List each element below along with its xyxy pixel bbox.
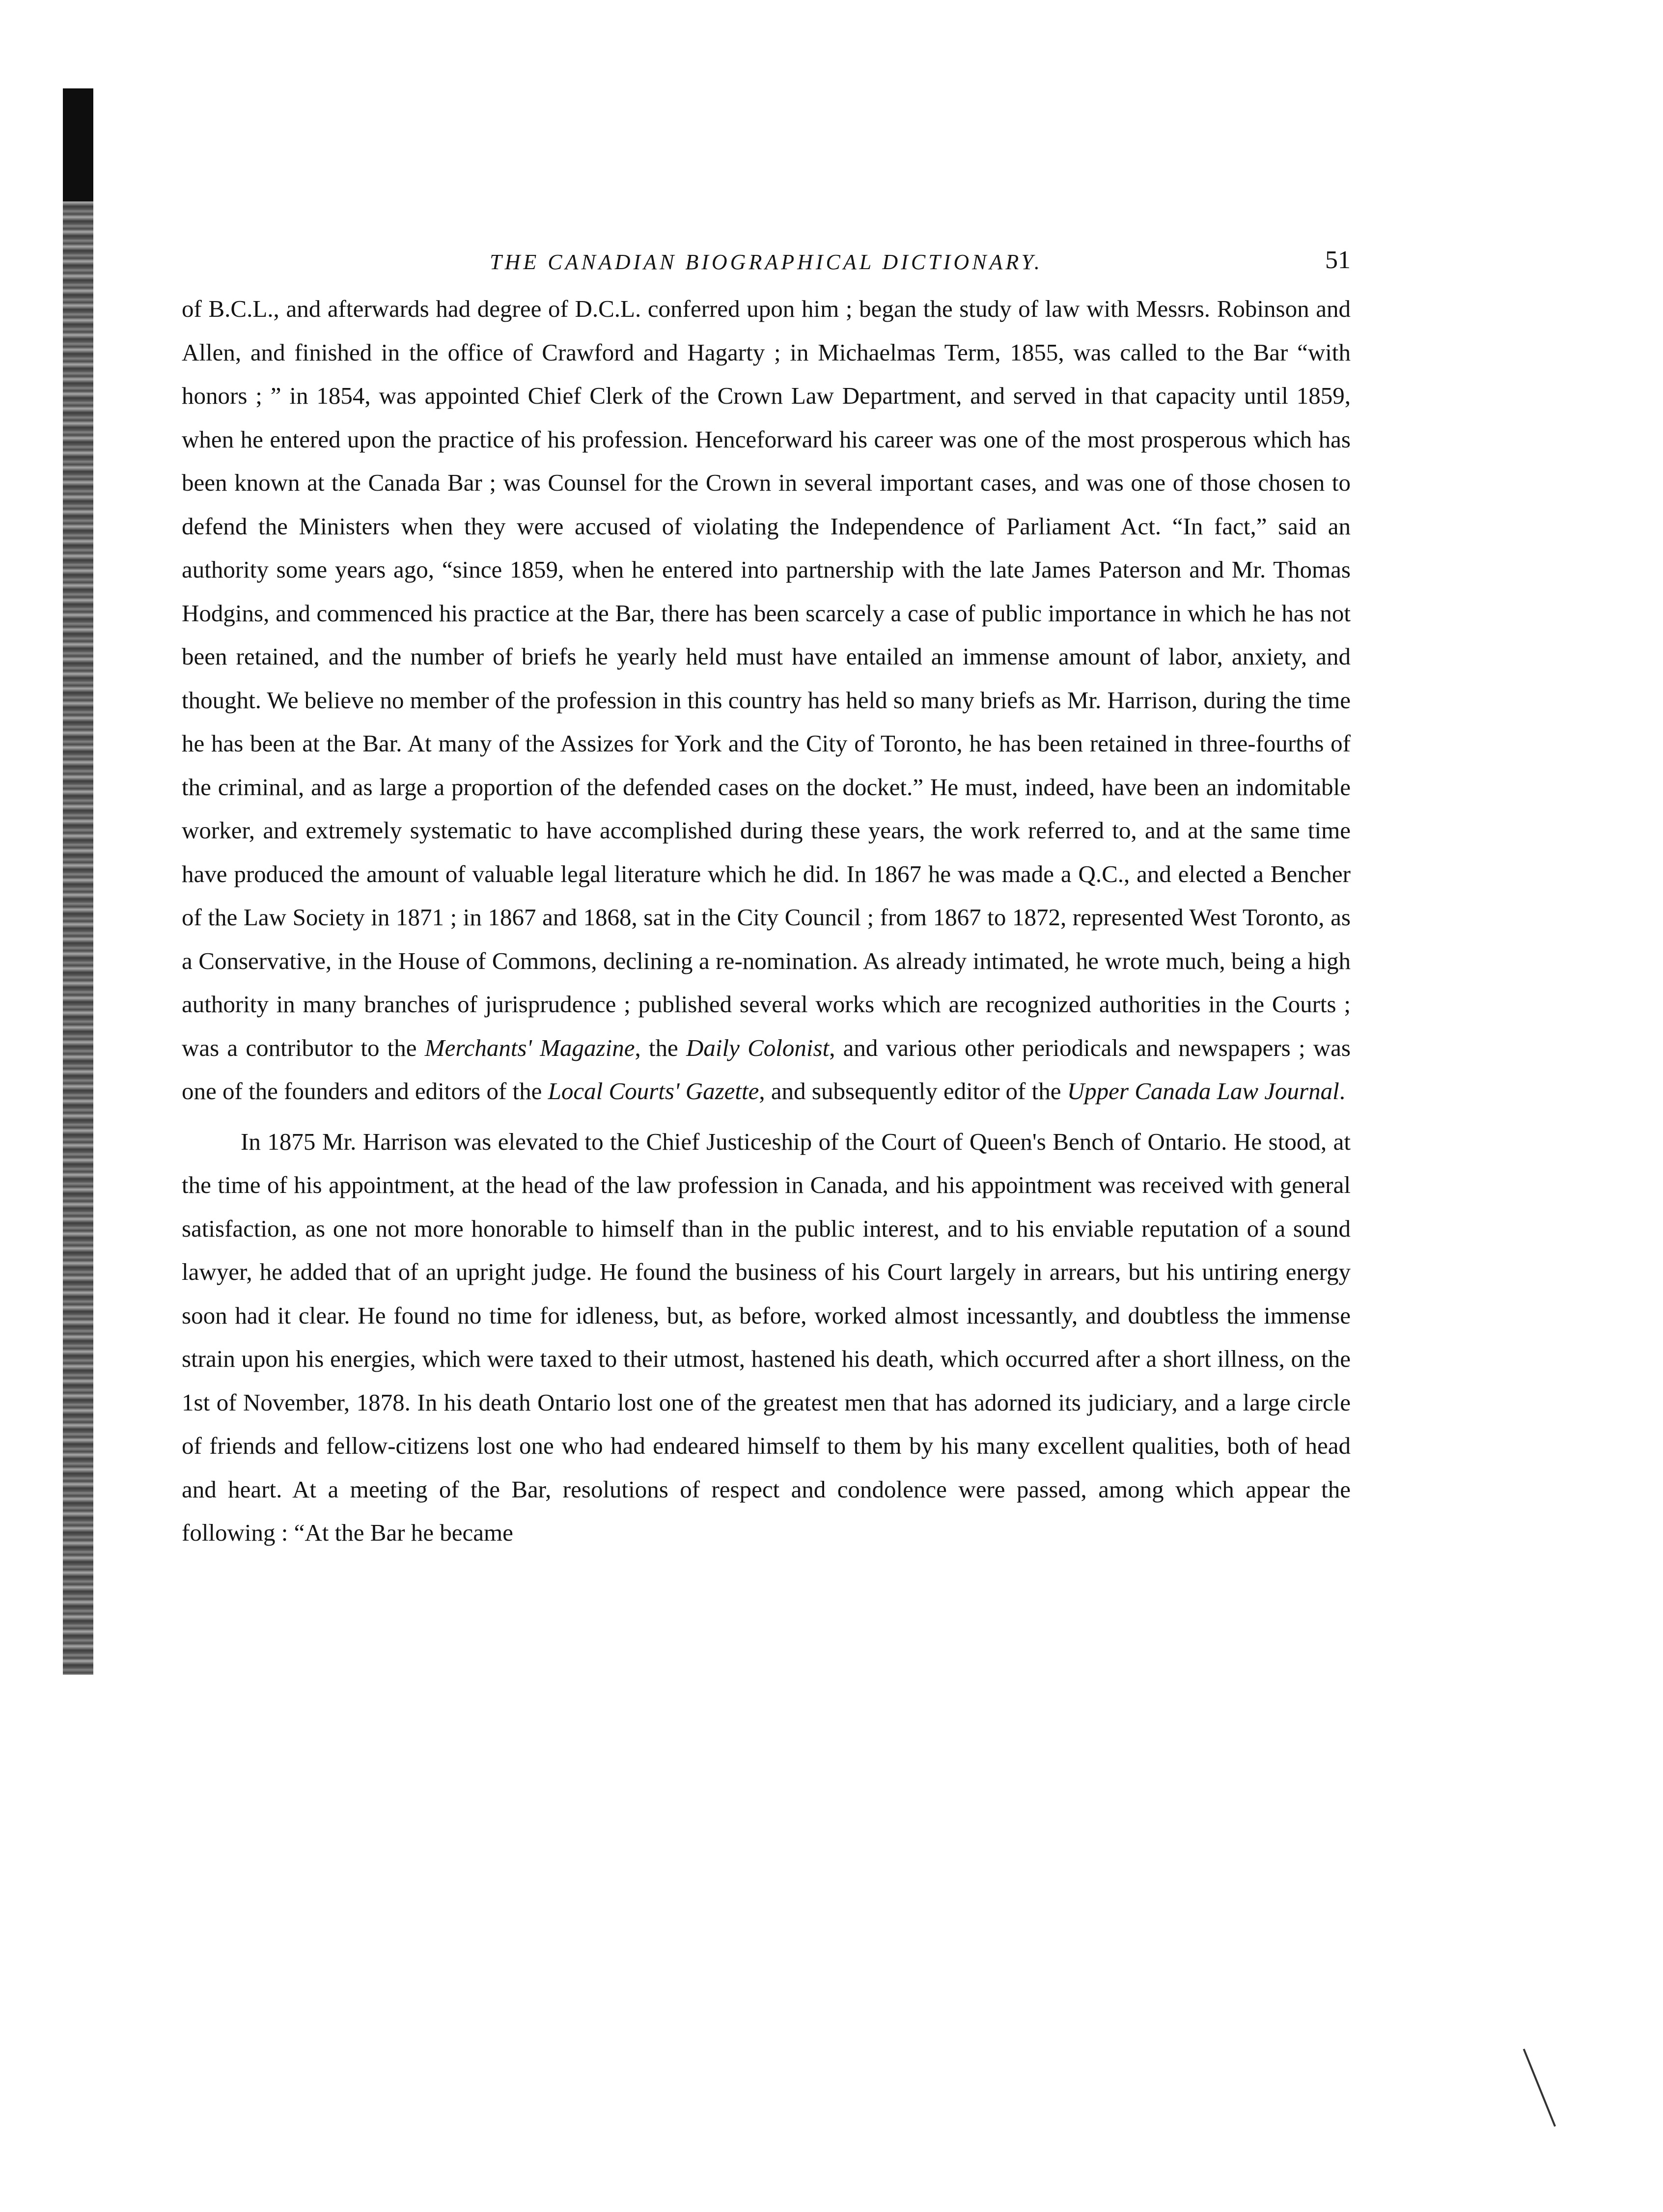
title-local-courts-gazette: Local Courts' Gazette xyxy=(548,1078,759,1105)
paragraph-1-text-a: of B.C.L., and afterwards had degree of D.C.L. conferred upon him ; began the study of law with Messrs. Robinson and Allen, and finished in the office of Crawford and Hagarty ; in Michaelmas Term, 1855, was called to the Bar “with honors ; ” in 1854, was appointed Chief Clerk of the Crown Law Department, and served in that capacity until 1859, when he entered upon the practice of his profession. Henceforward his career was one of the most prosperous which has been known at the Canada Bar ; was Counsel for the Crown in several important cases, and was one of those chosen to defend the Ministers when they were accused of violating the Independence of Parliament Act. “In fact,” said an authority some years ago, “since 1859, when he entered into partnership with the late James Paterson and Mr. Thomas Hodgins, and commenced his practice at the Bar, there has been scarcely a case of public importance in which he has not been retained, and the number of briefs he yearly held must have entailed an immense amount of labor, anxiety, and thought. We believe no member of the profession in this country has held so many briefs as Mr. Harrison, during the time he has been at the Bar. At many of the Assizes for York and the City of Toronto, he has been retained in three-fourths of the criminal, and as large a proportion of the defended cases on the docket.” He must, indeed, have been an indomitable worker, and extremely systematic to have accomplished during these years, the work referred to, and at the same time have produced the amount of valuable legal literature which he did. In 1867 he was made a Q.C., and elected a Bencher of the Law Society in 1871 ; in 1867 and 1868, sat in the City Council ; from 1867 to 1872, represented West Toronto, as a Conservative, in the House of Commons, declining a re-nomination. As already intimated, he wrote much, being a high authority in many branches of jurisprudence ; published several works which are recognized authorities in the Courts ; was a contributor to the xyxy=(182,295,1351,1061)
scan-binding-edge xyxy=(63,88,93,1675)
title-daily-colonist: Daily Colonist xyxy=(686,1034,830,1061)
running-title: THE CANADIAN BIOGRAPHICAL DICTIONARY. xyxy=(490,250,1043,274)
title-upper-canada-law-journal: Upper Canada Law Journal xyxy=(1067,1078,1339,1105)
page-header xyxy=(182,246,1351,280)
paragraph-1-text-b: , the xyxy=(635,1034,687,1061)
paragraph-1-text-e: . xyxy=(1339,1078,1345,1105)
paragraph-2: In 1875 Mr. Harrison was elevated to the Chief Justiceship of the Court of Queen's Bench of Ontario. He stood, at the time of his appointment, at the head of the law profession in Canada, and his appointment was received with general satisfaction, as one not more honorable to himself than in the public interest, and to his enviable reputation of a sound lawyer, he added that of an upright judge. He found the business of his Court largely in arrears, but his untiring energy soon had it clear. He found no time for idleness, but, as before, worked almost incessantly, and doubtless the immense strain upon his energies, which were taxed to their utmost, hastened his death, which occurred after a short illness, on the 1st of November, 1878. In his death Ontario lost one of the greatest men that has adorned its judiciary, and a large circle of friends and fellow-citizens lost one who had endeared himself to them by his many excellent qualities, both of head and heart. At a meeting of the Bar, resolutions of respect and condolence were passed, among which appear the following : “At the Bar he became xyxy=(182,1128,1351,1546)
page-number: 51 xyxy=(1325,246,1351,274)
paragraph-1 xyxy=(182,287,1351,1113)
title-merchants-magazine: Merchants' Magazine xyxy=(424,1034,635,1061)
scan-binding-edge-dark xyxy=(63,88,93,201)
pencil-mark xyxy=(1523,2047,1561,2127)
paragraph-1-text-d: , and subsequently editor of the xyxy=(759,1078,1067,1105)
paragraph-1-text-c: , and various other periodicals and newspapers ; was one of the founders and editors of the xyxy=(182,1034,1351,1105)
page-body xyxy=(182,287,1351,1555)
